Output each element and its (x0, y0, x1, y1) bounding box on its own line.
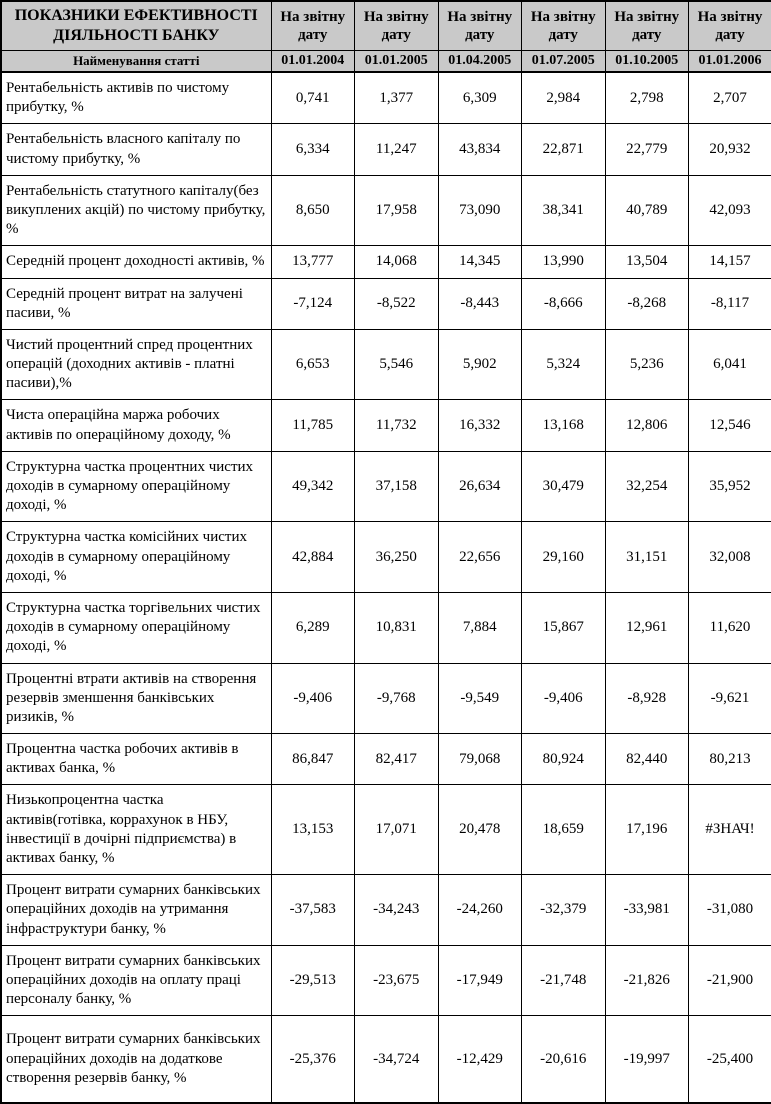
value-cell: -8,928 (605, 663, 689, 734)
value-cell: 2,798 (605, 72, 689, 124)
value-cell: 16,332 (438, 400, 522, 451)
value-cell: 10,831 (355, 592, 439, 663)
value-cell: 80,213 (689, 734, 771, 785)
value-cell: -25,400 (689, 1016, 771, 1103)
table-row (1, 400, 771, 451)
value-cell: 12,806 (605, 400, 689, 451)
table-row (1, 246, 771, 278)
report-date-header: На звітну дату (438, 1, 522, 51)
value-cell: -33,981 (605, 875, 689, 946)
header-row-report-dates (1, 1, 771, 51)
value-cell: -21,748 (522, 945, 606, 1016)
value-cell: 12,961 (605, 592, 689, 663)
value-cell: 12,546 (689, 400, 771, 451)
value-cell: 37,158 (355, 451, 439, 522)
value-cell: 13,504 (605, 246, 689, 278)
value-cell: 17,196 (605, 785, 689, 875)
value-cell: -37,583 (271, 875, 355, 946)
value-cell: 6,653 (271, 329, 355, 400)
value-cell: -9,621 (689, 663, 771, 734)
table-row (1, 1016, 771, 1103)
value-cell: 73,090 (438, 175, 522, 246)
value-cell: -9,406 (271, 663, 355, 734)
row-label: Рентабельність статутного капіталу(без викуплених акцій) по чистому прибутку, % (1, 175, 271, 246)
value-cell: 42,093 (689, 175, 771, 246)
value-cell: 0,741 (271, 72, 355, 124)
row-label: Низькопроцентна частка активів(готівка, коррахунок в НБУ, інвестиції в дочірні підприємства) в активах банку, % (1, 785, 271, 875)
value-cell: -8,666 (522, 278, 606, 329)
value-cell: -25,376 (271, 1016, 355, 1103)
value-cell: 2,707 (689, 72, 771, 124)
value-cell: -24,260 (438, 875, 522, 946)
value-cell: 42,884 (271, 522, 355, 593)
value-cell: -34,243 (355, 875, 439, 946)
value-cell: 40,789 (605, 175, 689, 246)
date-column-header: 01.04.2005 (438, 51, 522, 73)
report-date-header: На звітну дату (605, 1, 689, 51)
value-cell: 14,345 (438, 246, 522, 278)
value-cell: 80,924 (522, 734, 606, 785)
value-cell: 17,958 (355, 175, 439, 246)
value-cell: 8,650 (271, 175, 355, 246)
value-cell: 30,479 (522, 451, 606, 522)
table-row (1, 451, 771, 522)
value-cell: -9,549 (438, 663, 522, 734)
table-row (1, 734, 771, 785)
table-title: ПОКАЗНИКИ ЕФЕКТИВНОСТІ ДІЯЛЬНОСТІ БАНКУ (1, 1, 271, 51)
table-row (1, 875, 771, 946)
date-column-header: 01.10.2005 (605, 51, 689, 73)
value-cell: #ЗНАЧ! (689, 785, 771, 875)
table-row (1, 663, 771, 734)
row-label: Структурна частка процентних чистих доходів в сумарному операційному доході, % (1, 451, 271, 522)
value-cell: -34,724 (355, 1016, 439, 1103)
value-cell: -9,406 (522, 663, 606, 734)
value-cell: 5,324 (522, 329, 606, 400)
row-label: Процентна частка робочих активів в активах банка, % (1, 734, 271, 785)
value-cell: -31,080 (689, 875, 771, 946)
value-cell: -9,768 (355, 663, 439, 734)
table-row (1, 785, 771, 875)
table-row (1, 124, 771, 175)
value-cell: 11,732 (355, 400, 439, 451)
row-label: Структурна частка комісійних чистих доходів в сумарному операційному доході, % (1, 522, 271, 593)
value-cell: -8,117 (689, 278, 771, 329)
value-cell: 20,932 (689, 124, 771, 175)
table-row (1, 72, 771, 124)
value-cell: 5,546 (355, 329, 439, 400)
report-date-header: На звітну дату (355, 1, 439, 51)
value-cell: 43,834 (438, 124, 522, 175)
date-column-header: 01.01.2004 (271, 51, 355, 73)
value-cell: 11,785 (271, 400, 355, 451)
value-cell: 14,157 (689, 246, 771, 278)
row-label: Середній процент доходності активів, % (1, 246, 271, 278)
value-cell: 32,008 (689, 522, 771, 593)
value-cell: 29,160 (522, 522, 606, 593)
value-cell: -8,522 (355, 278, 439, 329)
row-label: Процент витрати сумарних банківських операційних доходів на утримання інфраструктури банку, % (1, 875, 271, 946)
value-cell: 7,884 (438, 592, 522, 663)
row-label: Рентабельність власного капіталу по чистому прибутку, % (1, 124, 271, 175)
value-cell: 2,984 (522, 72, 606, 124)
value-cell: 13,153 (271, 785, 355, 875)
value-cell: 11,247 (355, 124, 439, 175)
value-cell: 11,620 (689, 592, 771, 663)
value-cell: 20,478 (438, 785, 522, 875)
value-cell: 82,417 (355, 734, 439, 785)
value-cell: 22,656 (438, 522, 522, 593)
value-cell: 35,952 (689, 451, 771, 522)
value-cell: 13,777 (271, 246, 355, 278)
row-label: Структурна частка торгівельних чистих доходів в сумарному операційному доході, % (1, 592, 271, 663)
table-row (1, 522, 771, 593)
value-cell: -20,616 (522, 1016, 606, 1103)
value-cell: -12,429 (438, 1016, 522, 1103)
value-cell: 49,342 (271, 451, 355, 522)
value-cell: 13,168 (522, 400, 606, 451)
value-cell: 31,151 (605, 522, 689, 593)
value-cell: 5,902 (438, 329, 522, 400)
row-label: Чиста операційна маржа робочих активів по операційному доходу, % (1, 400, 271, 451)
value-cell: 6,289 (271, 592, 355, 663)
value-cell: 13,990 (522, 246, 606, 278)
value-cell: 82,440 (605, 734, 689, 785)
table-row (1, 278, 771, 329)
date-column-header: 01.01.2005 (355, 51, 439, 73)
table-row (1, 329, 771, 400)
row-label: Рентабельність активів по чистому прибутку, % (1, 72, 271, 124)
value-cell: -29,513 (271, 945, 355, 1016)
value-cell: -21,826 (605, 945, 689, 1016)
value-cell: 6,309 (438, 72, 522, 124)
row-label: Середній процент витрат на залучені пасиви, % (1, 278, 271, 329)
value-cell: 79,068 (438, 734, 522, 785)
value-cell: 17,071 (355, 785, 439, 875)
value-cell: -8,443 (438, 278, 522, 329)
row-label: Процентні втрати активів на створення резервів зменшення банківських ризиків, % (1, 663, 271, 734)
table-body (1, 72, 771, 1103)
value-cell: 14,068 (355, 246, 439, 278)
row-label: Чистий процентний спред процентних операцій (доходних активів - платні пасиви),% (1, 329, 271, 400)
value-cell: 22,871 (522, 124, 606, 175)
value-cell: 6,041 (689, 329, 771, 400)
value-cell: 22,779 (605, 124, 689, 175)
name-column-header: Найменування статті (1, 51, 271, 73)
value-cell: -7,124 (271, 278, 355, 329)
value-cell: 5,236 (605, 329, 689, 400)
value-cell: -21,900 (689, 945, 771, 1016)
date-column-header: 01.01.2006 (689, 51, 771, 73)
value-cell: 86,847 (271, 734, 355, 785)
value-cell: -32,379 (522, 875, 606, 946)
table-row (1, 945, 771, 1016)
table-header (1, 1, 771, 72)
value-cell: 38,341 (522, 175, 606, 246)
value-cell: 1,377 (355, 72, 439, 124)
report-date-header: На звітну дату (689, 1, 771, 51)
value-cell: 32,254 (605, 451, 689, 522)
value-cell: 36,250 (355, 522, 439, 593)
value-cell: 15,867 (522, 592, 606, 663)
header-row-dates (1, 51, 771, 73)
date-column-header: 01.07.2005 (522, 51, 606, 73)
value-cell: -17,949 (438, 945, 522, 1016)
value-cell: 6,334 (271, 124, 355, 175)
value-cell: -23,675 (355, 945, 439, 1016)
report-date-header: На звітну дату (271, 1, 355, 51)
row-label: Процент витрати сумарних банківських операційних доходів на додаткове створення резервів банку, % (1, 1016, 271, 1103)
report-date-header: На звітну дату (522, 1, 606, 51)
row-label: Процент витрати сумарних банківських операційних доходів на оплату праці персоналу банку, % (1, 945, 271, 1016)
value-cell: 18,659 (522, 785, 606, 875)
table-row (1, 175, 771, 246)
value-cell: -8,268 (605, 278, 689, 329)
value-cell: 26,634 (438, 451, 522, 522)
table-row (1, 592, 771, 663)
value-cell: -19,997 (605, 1016, 689, 1103)
